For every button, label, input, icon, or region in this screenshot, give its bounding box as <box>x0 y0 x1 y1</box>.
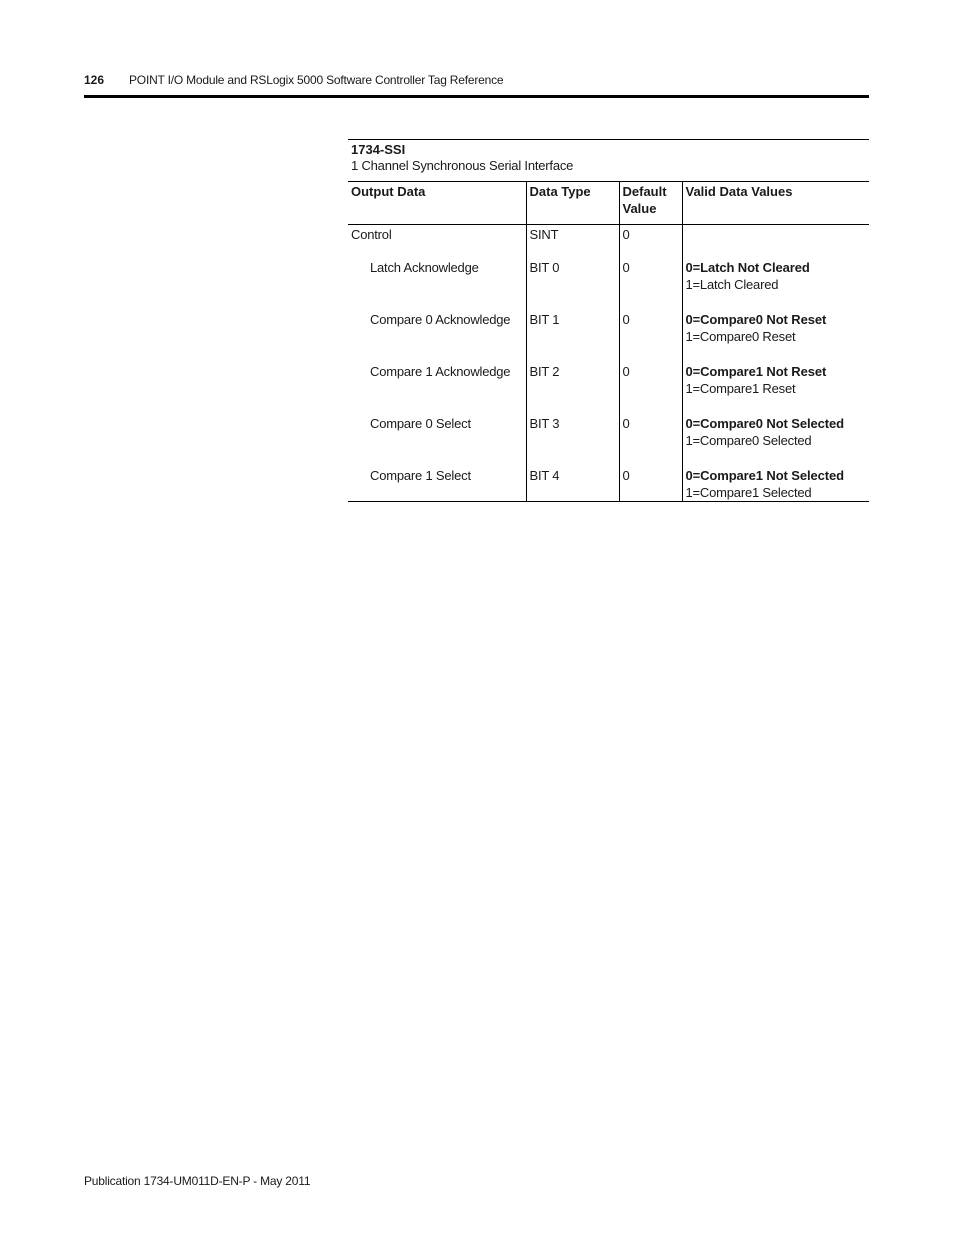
table-caption-id: 1734-SSI <box>351 142 406 157</box>
row-default-value: 0 <box>619 311 682 363</box>
valid-value-default: 0=Latch Not Cleared <box>685 260 810 275</box>
table-row <box>348 467 869 502</box>
publication-footer: Publication 1734-UM011D-EN-P - May 2011 <box>84 1174 311 1188</box>
table-row <box>348 415 869 467</box>
valid-value-alternate: 1=Latch Cleared <box>685 277 779 292</box>
row-data-type: BIT 1 <box>526 311 619 363</box>
valid-value-default: 0=Compare0 Not Reset <box>685 312 827 327</box>
column-header-default-value <box>619 182 682 225</box>
valid-value-alternate: 1=Compare1 Reset <box>685 381 796 396</box>
row-default-value: 0 <box>619 467 682 502</box>
page-title: POINT I/O Module and RSLogix 5000 Software Controller Tag Reference <box>129 73 504 87</box>
row-default-value: 0 <box>619 225 682 260</box>
row-output-data: Control <box>351 227 392 242</box>
column-header-valid-data-values: Valid Data Values <box>682 182 869 225</box>
page-header <box>84 71 869 98</box>
table-header-row <box>348 182 869 225</box>
row-output-data: Compare 1 Acknowledge <box>370 364 511 379</box>
column-header-default-line2: Value <box>622 201 657 216</box>
row-data-type: BIT 2 <box>526 363 619 415</box>
valid-value-alternate: 1=Compare0 Reset <box>685 329 796 344</box>
row-default-value: 0 <box>619 415 682 467</box>
row-output-data: Compare 1 Select <box>348 467 526 502</box>
row-valid-values <box>682 225 869 260</box>
valid-value-default: 0=Compare1 Not Selected <box>685 468 844 483</box>
valid-value-default: 0=Compare0 Not Selected <box>685 416 844 431</box>
table-row <box>348 311 869 363</box>
row-valid-values <box>682 415 869 467</box>
page-number: 126 <box>84 73 105 87</box>
row-default-value: 0 <box>619 363 682 415</box>
row-valid-values <box>682 311 869 363</box>
valid-value-alternate: 1=Compare0 Selected <box>685 433 812 448</box>
table-caption <box>348 139 869 181</box>
table-row <box>348 363 869 415</box>
row-output-data: Latch Acknowledge <box>370 260 479 275</box>
table-caption-description: 1 Channel Synchronous Serial Interface <box>351 158 574 173</box>
table-row <box>348 225 869 260</box>
valid-value-alternate: 1=Compare1 Selected <box>685 485 812 500</box>
row-output-data: Compare 0 Select <box>370 416 471 431</box>
column-header-output-data: Output Data <box>348 182 526 225</box>
row-data-type: BIT 0 <box>526 259 619 311</box>
output-data-table <box>348 181 869 502</box>
table-row <box>348 259 869 311</box>
row-output-data: Compare 0 Acknowledge <box>370 312 511 327</box>
column-header-default-line1: Default <box>622 184 667 199</box>
row-data-type: BIT 4 <box>526 467 619 502</box>
row-valid-values <box>682 259 869 311</box>
row-data-type: BIT 3 <box>526 415 619 467</box>
row-valid-values <box>682 363 869 415</box>
row-data-type: SINT <box>526 225 619 260</box>
output-data-table-block <box>348 139 869 502</box>
row-valid-values <box>682 467 869 502</box>
row-default-value: 0 <box>619 259 682 311</box>
column-header-data-type: Data Type <box>526 182 619 225</box>
valid-value-default: 0=Compare1 Not Reset <box>685 364 827 379</box>
